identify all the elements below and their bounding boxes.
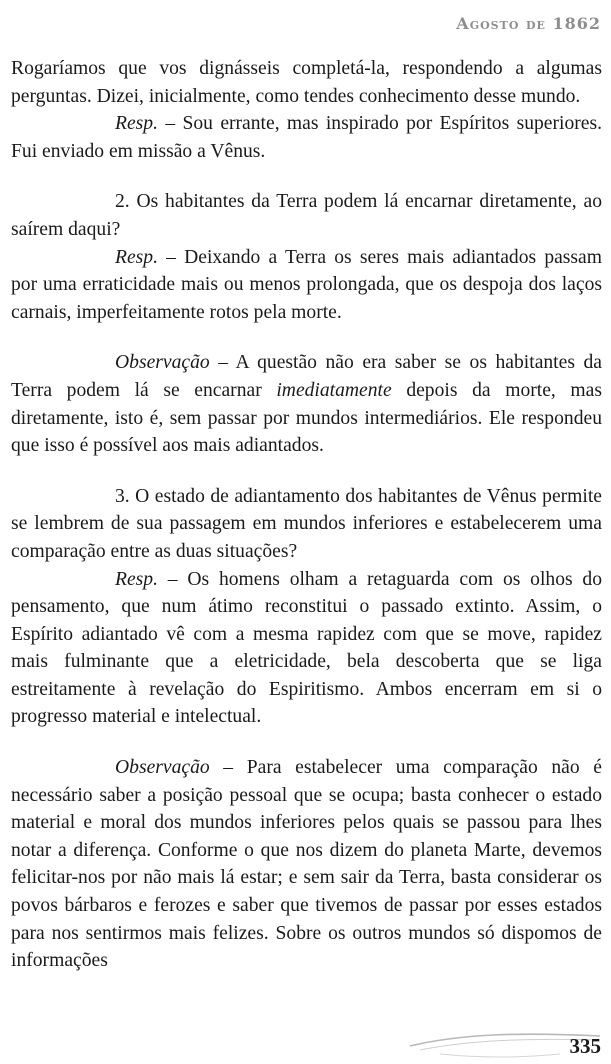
paragraph-question-2: 2. Os habitantes da Terra podem lá encarnar diretamente, ao saírem daqui? (11, 191, 602, 240)
resp-label: Resp. (115, 246, 158, 268)
footer-ornament (0, 1028, 611, 1064)
observation-text: depois da morte, mas diretamente, isto é, sem passar por mundos intermediários. Ele respondeu que isso é possível aos mais adiantados. (11, 379, 602, 457)
emphasis-word: imediatamente (276, 379, 392, 401)
paragraph-intro: Rogaríamos que vos dignásseis completá-la, respondendo a algumas perguntas. Dizei, inicialmente, como tendes conhecimento desse mundo. (11, 58, 602, 107)
answer-text: – Sou errante, mas inspirado por Espíritos superiores. Fui enviado em missão a Vênus. (11, 113, 602, 162)
observation-text: – A questão não era saber se os habitantes da Terra podem lá se encarnar (11, 352, 602, 401)
paragraph-answer-3 (11, 566, 602, 732)
paragraph-question-3: 3. O estado de adiantamento dos habitantes de Vênus permite se lembrem de sua passagem em mundos inferiores e estabelecerem uma comparação entre as duas situações? (11, 485, 602, 562)
page-body (11, 55, 602, 975)
resp-label: Resp. (115, 568, 158, 590)
answer-text: – Os homens olham a retaguarda com os olhos do pensamento, que num átimo reconstitui o passado extinto. Assim, o Espírito adiantado vê com a mesma rapidez com que se move, rapidez mais fulminante que a eletricidade, bela descoberta que se liga estreitamente à revelação do Espiritismo. Ambos encerram em si o progresso material e intelectual. (11, 568, 602, 728)
paragraph-answer-2 (11, 244, 602, 327)
observation-text: – Para estabelecer uma comparação não é necessário saber a posição pessoal que se ocupa; basta conhecer o estado material e moral dos mundos inferiores pelos quais se passou para lhes notar a diferença. Conforme o que nos dizem do planeta Marte, devemos felicitar-nos por não mais lá estar; e sem sair da Terra, basta considerar os povos bárbaros e ferozes e saber que tivemos de passar por esses estados para nos sentirmos mais felizes. Sobre os outros mundos só dispomos de informações (11, 757, 602, 972)
answer-text: – Deixando a Terra os seres mais adiantados passam por uma erraticidade mais ou menos prolongada, que os despoja dos laços carnais, imperfeitamente rotos pela morte. (11, 246, 602, 323)
observation-label: Observação (115, 757, 210, 779)
running-header: Agosto de 1862 (456, 14, 601, 33)
resp-label: Resp. (115, 113, 158, 135)
paragraph-observation-1 (11, 349, 602, 459)
page-number: 335 (569, 1034, 601, 1058)
paragraph-answer-1 (11, 110, 602, 165)
paragraph-observation-2 (11, 754, 602, 975)
observation-label: Observação (115, 352, 210, 374)
